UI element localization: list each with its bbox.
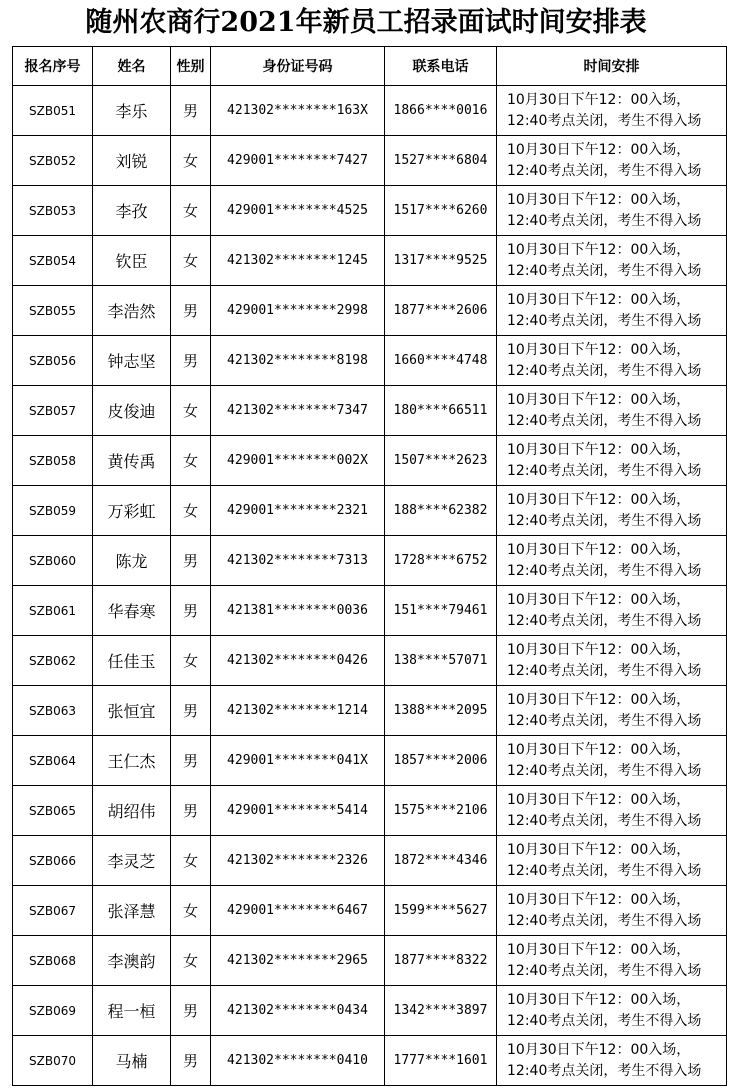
header-sex: 性别 <box>171 47 211 86</box>
schedule-line: 10月30日下午12：00入场， <box>507 641 691 658</box>
reg-no-cell: SZB062 <box>13 636 93 686</box>
id-number-cell: 429001********2321 <box>211 486 385 536</box>
schedule-line: 10月30日下午12：00入场， <box>507 891 691 908</box>
schedule-line: 10月30日下午12：00入场， <box>507 591 691 608</box>
phone-cell: 1777****1601 <box>385 1036 497 1086</box>
schedule-cell <box>497 736 727 786</box>
phone-cell: 1507****2623 <box>385 436 497 486</box>
phone-cell: 180****66511 <box>385 386 497 436</box>
header-name: 姓名 <box>93 47 171 86</box>
id-number-cell: 421302********1245 <box>211 236 385 286</box>
phone-cell: 1342****3897 <box>385 986 497 1036</box>
name-cell: 钦臣 <box>93 236 171 286</box>
table-row <box>13 1036 727 1086</box>
schedule-line: 12:40考点关闭，考生不得入场 <box>507 1062 702 1079</box>
name-cell: 钟志坚 <box>93 336 171 386</box>
sex-cell: 女 <box>171 486 211 536</box>
page-title: 随州农商行2021年新员工招录面试时间安排表 <box>85 7 647 38</box>
phone-cell: 1728****6752 <box>385 536 497 586</box>
schedule-cell <box>497 786 727 836</box>
name-cell: 刘锐 <box>93 136 171 186</box>
schedule-cell <box>497 236 727 286</box>
schedule-line: 12:40考点关闭，考生不得入场 <box>507 762 702 779</box>
phone-cell: 1660****4748 <box>385 336 497 386</box>
phone-cell: 1857****2006 <box>385 736 497 786</box>
schedule-line: 10月30日下午12：00入场， <box>507 541 691 558</box>
table-row <box>13 286 727 336</box>
id-number-cell: 421302********8198 <box>211 336 385 386</box>
header-reg-no: 报名序号 <box>13 47 93 86</box>
sex-cell: 男 <box>171 336 211 386</box>
table-row <box>13 936 727 986</box>
schedule-cell <box>497 936 727 986</box>
schedule-line: 10月30日下午12：00入场， <box>507 391 691 408</box>
id-number-cell: 429001********2998 <box>211 286 385 336</box>
phone-cell: 1866****0016 <box>385 86 497 136</box>
schedule-cell <box>497 886 727 936</box>
schedule-cell <box>497 486 727 536</box>
reg-no-cell: SZB052 <box>13 136 93 186</box>
schedule-cell <box>497 986 727 1036</box>
table-row <box>13 536 727 586</box>
schedule-cell <box>497 636 727 686</box>
name-cell: 李浩然 <box>93 286 171 336</box>
sex-cell: 女 <box>171 636 211 686</box>
name-cell: 陈龙 <box>93 536 171 586</box>
sex-cell: 女 <box>171 136 211 186</box>
phone-cell: 138****57071 <box>385 636 497 686</box>
table-header-row <box>13 47 727 86</box>
phone-cell: 1877****8322 <box>385 936 497 986</box>
reg-no-cell: SZB069 <box>13 986 93 1036</box>
name-cell: 张恒宜 <box>93 686 171 736</box>
schedule-line: 10月30日下午12：00入场， <box>507 991 691 1008</box>
id-number-cell: 421381********0036 <box>211 586 385 636</box>
phone-cell: 1517****6260 <box>385 186 497 236</box>
schedule-line: 10月30日下午12：00入场， <box>507 741 691 758</box>
schedule-line: 10月30日下午12：00入场， <box>507 941 691 958</box>
schedule-line: 12:40考点关闭，考生不得入场 <box>507 512 702 529</box>
reg-no-cell: SZB064 <box>13 736 93 786</box>
id-number-cell: 429001********7427 <box>211 136 385 186</box>
schedule-cell <box>497 436 727 486</box>
name-cell: 黄传禹 <box>93 436 171 486</box>
schedule-cell <box>497 836 727 886</box>
schedule-line: 10月30日下午12：00入场， <box>507 791 691 808</box>
schedule-line: 10月30日下午12：00入场， <box>507 341 691 358</box>
table-row <box>13 86 727 136</box>
schedule-line: 10月30日下午12：00入场， <box>507 1041 691 1058</box>
reg-no-cell: SZB061 <box>13 586 93 636</box>
header-schedule: 时间安排 <box>497 47 727 86</box>
name-cell: 李乐 <box>93 86 171 136</box>
phone-cell: 1388****2095 <box>385 686 497 736</box>
sex-cell: 男 <box>171 736 211 786</box>
reg-no-cell: SZB054 <box>13 236 93 286</box>
id-number-cell: 421302********0426 <box>211 636 385 686</box>
sex-cell: 男 <box>171 586 211 636</box>
id-number-cell: 421302********0410 <box>211 1036 385 1086</box>
name-cell: 华春寒 <box>93 586 171 636</box>
id-number-cell: 421302********7347 <box>211 386 385 436</box>
schedule-cell <box>497 386 727 436</box>
schedule-line: 12:40考点关闭，考生不得入场 <box>507 462 702 479</box>
phone-cell: 1527****6804 <box>385 136 497 186</box>
sex-cell: 男 <box>171 986 211 1036</box>
reg-no-cell: SZB056 <box>13 336 93 386</box>
sex-cell: 男 <box>171 1036 211 1086</box>
schedule-line: 10月30日下午12：00入场， <box>507 441 691 458</box>
id-number-cell: 429001********041X <box>211 736 385 786</box>
schedule-line: 12:40考点关闭，考生不得入场 <box>507 1012 702 1029</box>
sex-cell: 女 <box>171 936 211 986</box>
name-cell: 程一桓 <box>93 986 171 1036</box>
reg-no-cell: SZB070 <box>13 1036 93 1086</box>
schedule-line: 10月30日下午12：00入场， <box>507 291 691 308</box>
schedule-cell <box>497 336 727 386</box>
schedule-line: 12:40考点关闭，考生不得入场 <box>507 712 702 729</box>
phone-cell: 1599****5627 <box>385 886 497 936</box>
reg-no-cell: SZB055 <box>13 286 93 336</box>
schedule-line: 12:40考点关闭，考生不得入场 <box>507 412 702 429</box>
sex-cell: 男 <box>171 686 211 736</box>
sex-cell: 女 <box>171 386 211 436</box>
name-cell: 胡绍伟 <box>93 786 171 836</box>
reg-no-cell: SZB053 <box>13 186 93 236</box>
schedule-line: 10月30日下午12：00入场， <box>507 91 691 108</box>
interview-schedule-table <box>12 46 727 1086</box>
id-number-cell: 429001********4525 <box>211 186 385 236</box>
table-row <box>13 186 727 236</box>
schedule-line: 12:40考点关闭，考生不得入场 <box>507 112 702 129</box>
table-row <box>13 686 727 736</box>
reg-no-cell: SZB057 <box>13 386 93 436</box>
schedule-line: 12:40考点关闭，考生不得入场 <box>507 612 702 629</box>
id-number-cell: 421302********2965 <box>211 936 385 986</box>
schedule-cell <box>497 586 727 636</box>
table-row <box>13 136 727 186</box>
table-row <box>13 836 727 886</box>
schedule-line: 12:40考点关闭，考生不得入场 <box>507 562 702 579</box>
phone-cell: 188****62382 <box>385 486 497 536</box>
id-number-cell: 429001********6467 <box>211 886 385 936</box>
table-row <box>13 486 727 536</box>
schedule-line: 10月30日下午12：00入场， <box>507 141 691 158</box>
schedule-cell <box>497 686 727 736</box>
schedule-line: 12:40考点关闭，考生不得入场 <box>507 212 702 229</box>
name-cell: 张泽慧 <box>93 886 171 936</box>
schedule-line: 10月30日下午12：00入场， <box>507 491 691 508</box>
schedule-cell <box>497 186 727 236</box>
reg-no-cell: SZB068 <box>13 936 93 986</box>
id-number-cell: 429001********5414 <box>211 786 385 836</box>
id-number-cell: 421302********2326 <box>211 836 385 886</box>
reg-no-cell: SZB066 <box>13 836 93 886</box>
sex-cell: 女 <box>171 836 211 886</box>
sex-cell: 男 <box>171 86 211 136</box>
schedule-line: 12:40考点关闭，考生不得入场 <box>507 812 702 829</box>
phone-cell: 1317****9525 <box>385 236 497 286</box>
schedule-cell <box>497 86 727 136</box>
schedule-cell <box>497 136 727 186</box>
sex-cell: 女 <box>171 236 211 286</box>
table-row <box>13 586 727 636</box>
schedule-cell <box>497 286 727 336</box>
id-number-cell: 421302********1214 <box>211 686 385 736</box>
reg-no-cell: SZB067 <box>13 886 93 936</box>
id-number-cell: 421302********163X <box>211 86 385 136</box>
table-row <box>13 736 727 786</box>
schedule-line: 12:40考点关闭，考生不得入场 <box>507 362 702 379</box>
sex-cell: 男 <box>171 536 211 586</box>
header-phone: 联系电话 <box>385 47 497 86</box>
sex-cell: 女 <box>171 886 211 936</box>
header-id-number: 身份证号码 <box>211 47 385 86</box>
schedule-cell <box>497 1036 727 1086</box>
schedule-line: 12:40考点关闭，考生不得入场 <box>507 162 702 179</box>
table-row <box>13 436 727 486</box>
schedule-line: 10月30日下午12：00入场， <box>507 191 691 208</box>
table-row <box>13 886 727 936</box>
name-cell: 李孜 <box>93 186 171 236</box>
table-row <box>13 786 727 836</box>
schedule-line: 10月30日下午12：00入场， <box>507 691 691 708</box>
reg-no-cell: SZB051 <box>13 86 93 136</box>
phone-cell: 1575****2106 <box>385 786 497 836</box>
phone-cell: 1872****4346 <box>385 836 497 886</box>
name-cell: 王仁杰 <box>93 736 171 786</box>
id-number-cell: 421302********7313 <box>211 536 385 586</box>
schedule-cell <box>497 536 727 586</box>
reg-no-cell: SZB065 <box>13 786 93 836</box>
schedule-line: 10月30日下午12：00入场， <box>507 841 691 858</box>
schedule-line: 12:40考点关闭，考生不得入场 <box>507 662 702 679</box>
sex-cell: 男 <box>171 786 211 836</box>
schedule-line: 12:40考点关闭，考生不得入场 <box>507 262 702 279</box>
name-cell: 李澳韵 <box>93 936 171 986</box>
sex-cell: 女 <box>171 436 211 486</box>
table-row <box>13 236 727 286</box>
name-cell: 皮俊迪 <box>93 386 171 436</box>
id-number-cell: 421302********0434 <box>211 986 385 1036</box>
id-number-cell: 429001********002X <box>211 436 385 486</box>
table-row <box>13 336 727 386</box>
table-row <box>13 636 727 686</box>
reg-no-cell: SZB059 <box>13 486 93 536</box>
phone-cell: 1877****2606 <box>385 286 497 336</box>
reg-no-cell: SZB060 <box>13 536 93 586</box>
schedule-line: 12:40考点关闭，考生不得入场 <box>507 962 702 979</box>
schedule-line: 12:40考点关闭，考生不得入场 <box>507 862 702 879</box>
schedule-line: 12:40考点关闭，考生不得入场 <box>507 312 702 329</box>
reg-no-cell: SZB058 <box>13 436 93 486</box>
table-row <box>13 386 727 436</box>
name-cell: 李灵芝 <box>93 836 171 886</box>
schedule-line: 12:40考点关闭，考生不得入场 <box>507 912 702 929</box>
sex-cell: 男 <box>171 286 211 336</box>
name-cell: 马楠 <box>93 1036 171 1086</box>
phone-cell: 151****79461 <box>385 586 497 636</box>
schedule-line: 10月30日下午12：00入场， <box>507 241 691 258</box>
reg-no-cell: SZB063 <box>13 686 93 736</box>
name-cell: 任佳玉 <box>93 636 171 686</box>
name-cell: 万彩虹 <box>93 486 171 536</box>
table-row <box>13 986 727 1036</box>
sex-cell: 女 <box>171 186 211 236</box>
